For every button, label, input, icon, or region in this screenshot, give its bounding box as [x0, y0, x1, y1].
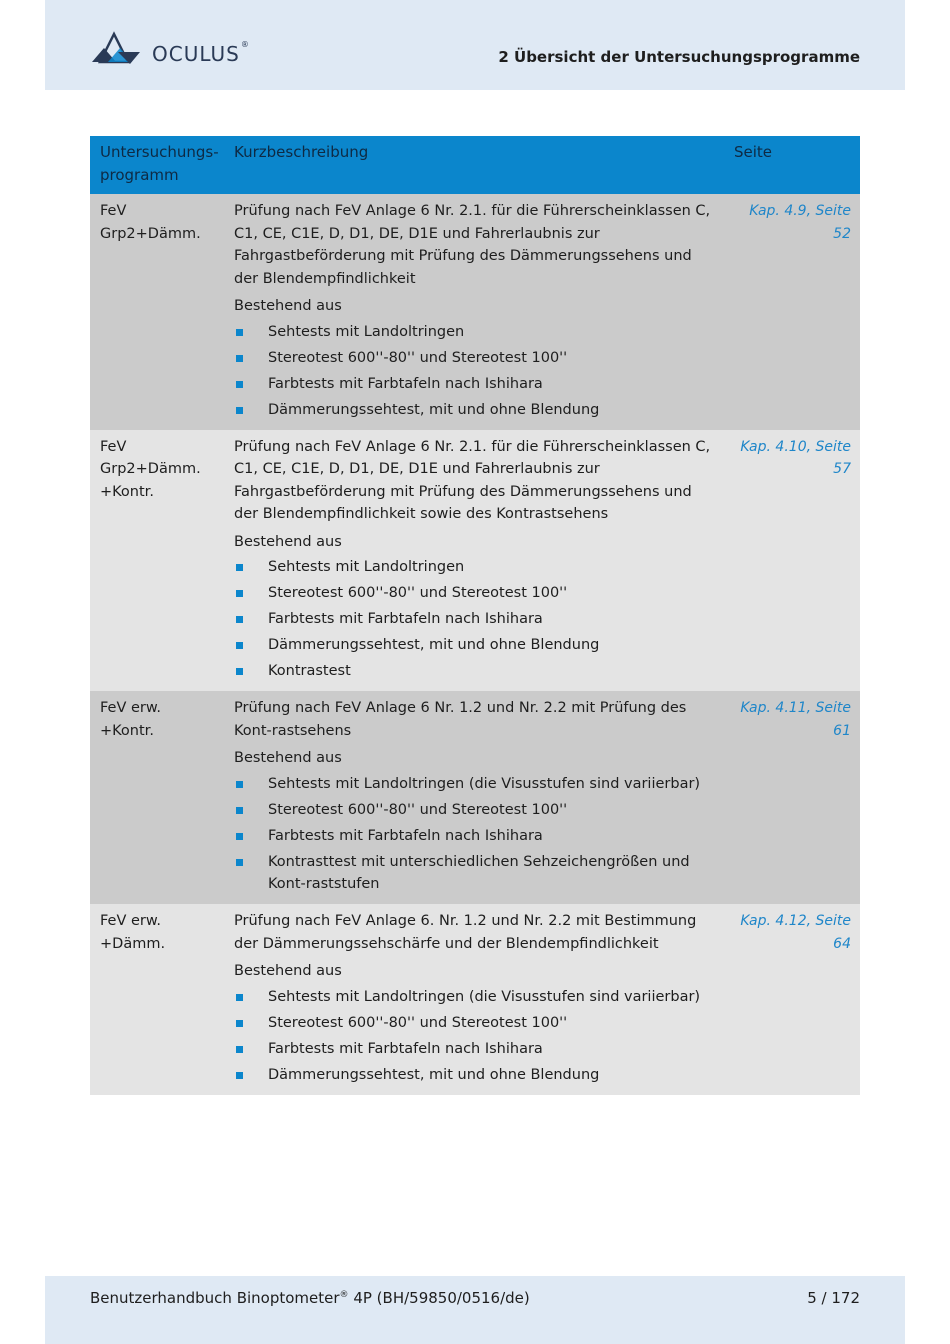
table-row: [90, 194, 860, 430]
column-header-page: [724, 136, 860, 194]
footer-manual-title: [90, 1289, 530, 1307]
logo-text: OCULUS: [152, 42, 240, 66]
consists-of-label: Bestehend aus: [234, 533, 342, 550]
program-description-cell: [224, 691, 724, 904]
table-row: [90, 691, 860, 904]
page-reference-link[interactable]: Kap. 4.12, Seite 64: [724, 904, 860, 1095]
page-reference-link[interactable]: Kap. 4.9, Seite 52: [724, 194, 860, 430]
program-description: Prüfung nach FeV Anlage 6 Nr. 2.1. für die Führerscheinklassen C, C1, CE, C1E, D, D1, DE, D1E und Fahrerlaubnis zur Fahrgastbeförderung mit Prüfung des Dämmerungssehens und der Blendempfindlichkeit sowie des Kontrastsehens: [234, 438, 711, 522]
test-list: [234, 321, 714, 422]
test-list-item: Stereotest 600''-80'' und Stereotest 100'': [234, 582, 714, 605]
program-description-cell: [224, 430, 724, 692]
program-table: [90, 136, 860, 1095]
column-header-program: [90, 136, 224, 194]
program-description-cell: [224, 904, 724, 1095]
program-description-cell: [224, 194, 724, 430]
page-reference-link[interactable]: Kap. 4.10, Seite 57: [724, 430, 860, 692]
program-name: FeV erw. +Kontr.: [90, 691, 224, 904]
test-list-item: Farbtests mit Farbtafeln nach Ishihara: [234, 373, 714, 396]
test-list-item: Stereotest 600''-80'' und Stereotest 100'': [234, 1012, 714, 1035]
column-header-description-label: Kurzbeschreibung: [234, 143, 369, 161]
test-list-item: Kontrastest: [234, 660, 714, 683]
test-list: [234, 773, 714, 896]
test-list: [234, 986, 714, 1087]
test-list-item: Kontrasttest mit unterschiedlichen Sehzeichengrößen und Kont-raststufen: [234, 851, 714, 896]
test-list-item: Stereotest 600''-80'' und Stereotest 100'': [234, 347, 714, 370]
chapter-title: 2 Übersicht der Untersuchungsprogramme: [498, 48, 860, 66]
test-list-item: Dämmerungssehtest, mit und ohne Blendung: [234, 634, 714, 657]
footer-registered-mark: ®: [339, 1290, 349, 1300]
oculus-logo-mark-icon: [90, 28, 152, 68]
test-list-item: Farbtests mit Farbtafeln nach Ishihara: [234, 825, 714, 848]
footer-manual-name: Benutzerhandbuch Binoptometer: [90, 1289, 340, 1307]
consists-of-label: Bestehend aus: [234, 963, 342, 979]
footer-band: [45, 1276, 905, 1344]
test-list-item: Dämmerungssehtest, mit und ohne Blendung: [234, 1064, 714, 1087]
program-name: FeV Grp2+Dämm.: [90, 194, 224, 430]
column-header-program-label: Untersuchungs- programm: [100, 143, 219, 184]
program-name: FeV Grp2+Dämm. +Kontr.: [90, 430, 224, 692]
test-list-item: Sehtests mit Landoltringen: [234, 556, 714, 579]
footer-manual-suffix: 4P (BH/59850/0516/de): [348, 1289, 530, 1307]
test-list-item: Farbtests mit Farbtafeln nach Ishihara: [234, 608, 714, 631]
logo-registered-mark: ®: [240, 40, 250, 49]
column-header-description: [224, 136, 724, 194]
test-list: [234, 556, 714, 683]
test-list-item: Sehtests mit Landoltringen (die Visusstufen sind variierbar): [234, 773, 714, 796]
program-name: FeV erw. +Dämm.: [90, 904, 224, 1095]
program-description: Prüfung nach FeV Anlage 6 Nr. 1.2 und Nr. 2.2 mit Prüfung des Kont-rastsehens: [234, 700, 687, 739]
program-description: Prüfung nach FeV Anlage 6. Nr. 1.2 und Nr. 2.2 mit Bestimmung der Dämmerungssehschärfe und der Blendempfindlichkeit: [234, 913, 697, 952]
test-list-item: Dämmerungssehtest, mit und ohne Blendung: [234, 399, 714, 422]
page-reference-link[interactable]: Kap. 4.11, Seite 61: [724, 691, 860, 904]
program-description: Prüfung nach FeV Anlage 6 Nr. 2.1. für die Führerscheinklassen C, C1, CE, C1E, D, D1, DE, D1E und Fahrerlaubnis zur Fahrgastbeförderung mit Prüfung des Dämmerungssehens und der Blendempfindlichkeit: [234, 203, 711, 287]
table-row: [90, 430, 860, 692]
oculus-logo: [90, 28, 250, 68]
test-list-item: Sehtests mit Landoltringen: [234, 321, 714, 344]
test-list-item: Stereotest 600''-80'' und Stereotest 100'': [234, 799, 714, 822]
footer-page-number: 5 / 172: [807, 1289, 860, 1307]
column-header-page-label: Seite: [734, 143, 773, 161]
table-row: [90, 904, 860, 1095]
test-list-item: Sehtests mit Landoltringen (die Visusstufen sind variierbar): [234, 986, 714, 1009]
test-list-item: Farbtests mit Farbtafeln nach Ishihara: [234, 1038, 714, 1061]
consists-of-label: Bestehend aus: [234, 298, 342, 314]
table-header-row: [90, 136, 860, 194]
consists-of-label: Bestehend aus: [234, 750, 342, 766]
